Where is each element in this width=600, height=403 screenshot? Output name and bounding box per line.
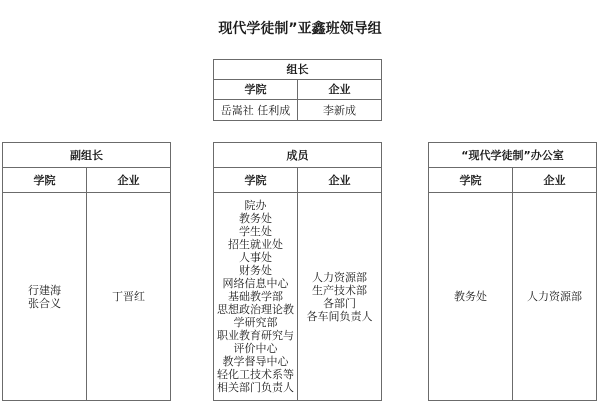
office-college-cell: 教务处 [429,193,513,401]
members-college-header: 学院 [214,168,298,193]
office-company-cell: 人力资源部 [513,193,597,401]
members-company-header: 企业 [298,168,382,193]
deputy-company-header: 企业 [87,168,171,193]
deputy-header: 副组长 [3,143,171,168]
deputy-college-header: 学院 [3,168,87,193]
office-table [428,142,597,401]
office-company-header: 企业 [513,168,597,193]
members-college-cell: 院办 教务处 学生处 招生就业处 人事处 财务处 网络信息中心 基础教学部 思想政治理论教 学研究部 职业教育研究与 评价中心 教学督导中心 轻化工技术系等 相关部门负责人 [214,193,298,401]
leader-company-cell: 李新成 [298,100,382,121]
office-header: “现代学徒制”办公室 [429,143,597,168]
leader-college-cell: 岳嵩社 任利成 [214,100,298,121]
deputy-company-cell: 丁晋红 [87,193,171,401]
page-title: 现代学徒制”亚鑫班领导组 [218,21,382,37]
leader-table [213,59,382,121]
office-college-header: 学院 [429,168,513,193]
leader-header: 组长 [214,60,382,80]
deputy-table [2,142,171,401]
members-table [213,142,382,401]
members-header: 成员 [214,143,382,168]
leader-company-header: 企业 [298,80,382,100]
deputy-college-cell: 行建海 张合义 [3,193,87,401]
leader-college-header: 学院 [214,80,298,100]
members-company-cell: 人力资源部 生产技术部 各部门 各车间负责人 [298,193,382,401]
